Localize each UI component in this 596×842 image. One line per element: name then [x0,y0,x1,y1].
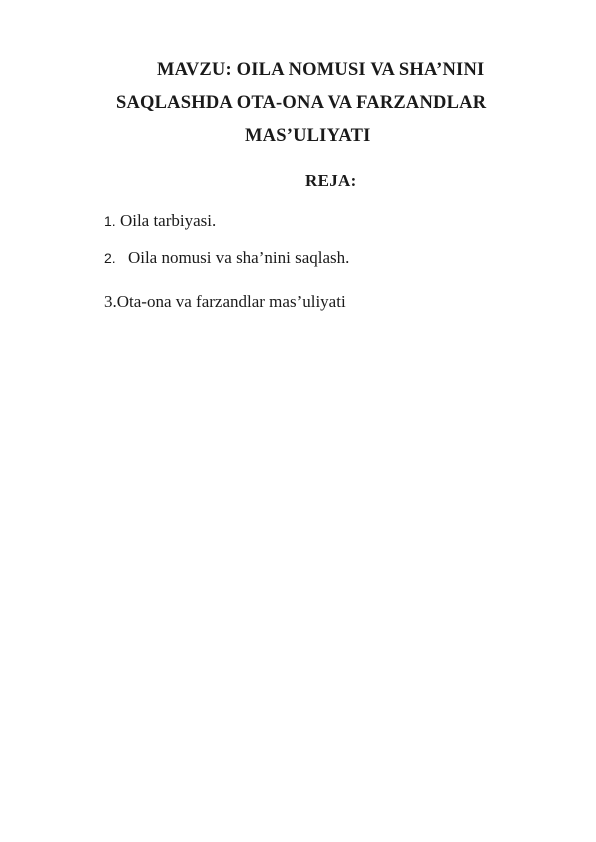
plan-item-3 [104,292,346,312]
title-line-2: SAQLASHDA OTA-ONA VA FARZANDLAR [116,93,487,113]
title-line-1: MAVZU: OILA NOMUSI VA SHA’NINI [157,60,485,80]
plan-item-1 [104,211,216,231]
plan-item-1-number: 1. [104,213,116,229]
plan-item-3-text: Ota-ona va farzandlar mas’uliyati [116,292,346,311]
title-line-3: MAS’ULIYATI [245,126,371,146]
plan-item-1-text: Oila tarbiyasi. [119,211,217,230]
plan-item-2-text: Oila nomusi va sha’nini saqlash. [127,248,350,267]
plan-item-2-number: 2. [104,250,116,266]
plan-item-3-number: 3. [104,292,117,311]
plan-item-2 [104,248,349,268]
plan-heading: REJA: [305,171,357,190]
